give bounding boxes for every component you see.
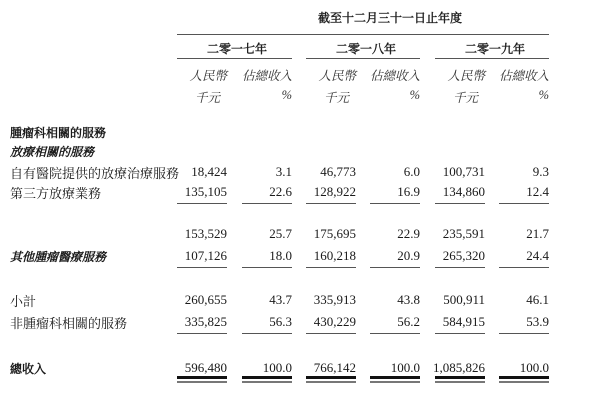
header-rule bbox=[177, 34, 549, 35]
cell: 43.7 bbox=[269, 292, 292, 307]
unit-pct-2019: % bbox=[538, 88, 549, 102]
col-rmb-2019: 人民幣 bbox=[447, 69, 485, 83]
unit-pct-2017: % bbox=[281, 88, 292, 102]
year-2019-rule bbox=[435, 58, 549, 59]
cell: 6.0 bbox=[403, 164, 420, 179]
row-label: 總收入 bbox=[10, 362, 47, 376]
section-oncology-label: 腫瘤科相關的服務 bbox=[10, 126, 107, 140]
row-label: 其他腫瘤醫療服務 bbox=[10, 250, 107, 264]
cell: 53.9 bbox=[526, 314, 549, 329]
cell: 9.3 bbox=[532, 164, 549, 179]
cell: 430,229 bbox=[313, 314, 356, 329]
cell: 260,655 bbox=[184, 292, 227, 307]
cell: 56.3 bbox=[269, 314, 292, 329]
year-2018-heading: 二零一八年 bbox=[336, 42, 397, 56]
cell: 21.7 bbox=[526, 226, 549, 241]
cell: 107,126 bbox=[184, 248, 227, 263]
year-2017-rule bbox=[177, 58, 292, 59]
year-2019-heading: 二零一九年 bbox=[465, 42, 526, 56]
unit-rmb-2017: 千元 bbox=[194, 91, 220, 105]
cell: 175,695 bbox=[313, 226, 356, 241]
cell: 22.9 bbox=[397, 226, 420, 241]
cell: 766,142 bbox=[313, 360, 356, 375]
cell: 18,424 bbox=[191, 164, 227, 179]
col-pct-2018: 佔總收入 bbox=[369, 69, 420, 83]
section-radiotherapy-label: 放療相關的服務 bbox=[10, 145, 95, 159]
cell: 16.9 bbox=[397, 184, 420, 199]
year-2017-heading: 二零一七年 bbox=[207, 42, 268, 56]
cell: 46.1 bbox=[526, 292, 549, 307]
col-pct-2019: 佔總收入 bbox=[498, 69, 549, 83]
cell: 128,922 bbox=[313, 184, 356, 199]
cell: 20.9 bbox=[397, 248, 420, 263]
cell: 18.0 bbox=[269, 248, 292, 263]
cell: 335,825 bbox=[184, 314, 227, 329]
unit-rmb-2018: 千元 bbox=[323, 91, 349, 105]
unit-pct-2018: % bbox=[409, 88, 420, 102]
cell: 100,731 bbox=[442, 164, 485, 179]
cell: 12.4 bbox=[526, 184, 549, 199]
col-rmb-2018: 人民幣 bbox=[318, 69, 356, 83]
cell: 1,085,826 bbox=[433, 360, 485, 375]
cell: 46,773 bbox=[320, 164, 356, 179]
cell: 160,218 bbox=[313, 248, 356, 263]
cell: 235,591 bbox=[442, 226, 485, 241]
period-heading: 截至十二月三十一日止年度 bbox=[318, 11, 463, 25]
cell: 100.0 bbox=[390, 360, 420, 375]
year-2018-rule bbox=[306, 58, 420, 59]
col-pct-2017: 佔總收入 bbox=[241, 69, 292, 83]
unit-rmb-2019: 千元 bbox=[452, 91, 478, 105]
cell: 500,911 bbox=[443, 292, 485, 307]
row-label: 自有醫院提供的放療治療服務 bbox=[10, 166, 180, 181]
cell: 265,320 bbox=[442, 248, 485, 263]
cell: 596,480 bbox=[184, 360, 227, 375]
cell: 335,913 bbox=[313, 292, 356, 307]
row-label: 小計 bbox=[10, 294, 37, 309]
cell: 24.4 bbox=[526, 248, 549, 263]
cell: 135,105 bbox=[184, 184, 227, 199]
cell: 43.8 bbox=[397, 292, 420, 307]
cell: 22.6 bbox=[269, 184, 292, 199]
cell: 584,915 bbox=[442, 314, 485, 329]
cell: 3.1 bbox=[275, 164, 292, 179]
cell: 153,529 bbox=[184, 226, 227, 241]
row-label: 第三方放療業務 bbox=[10, 186, 102, 201]
cell: 134,860 bbox=[442, 184, 485, 199]
cell: 25.7 bbox=[269, 226, 292, 241]
cell: 56.2 bbox=[397, 314, 420, 329]
cell: 100.0 bbox=[262, 360, 292, 375]
cell: 100.0 bbox=[519, 360, 549, 375]
row-label: 非腫瘤科相關的服務 bbox=[10, 316, 128, 331]
col-rmb-2017: 人民幣 bbox=[189, 69, 227, 83]
